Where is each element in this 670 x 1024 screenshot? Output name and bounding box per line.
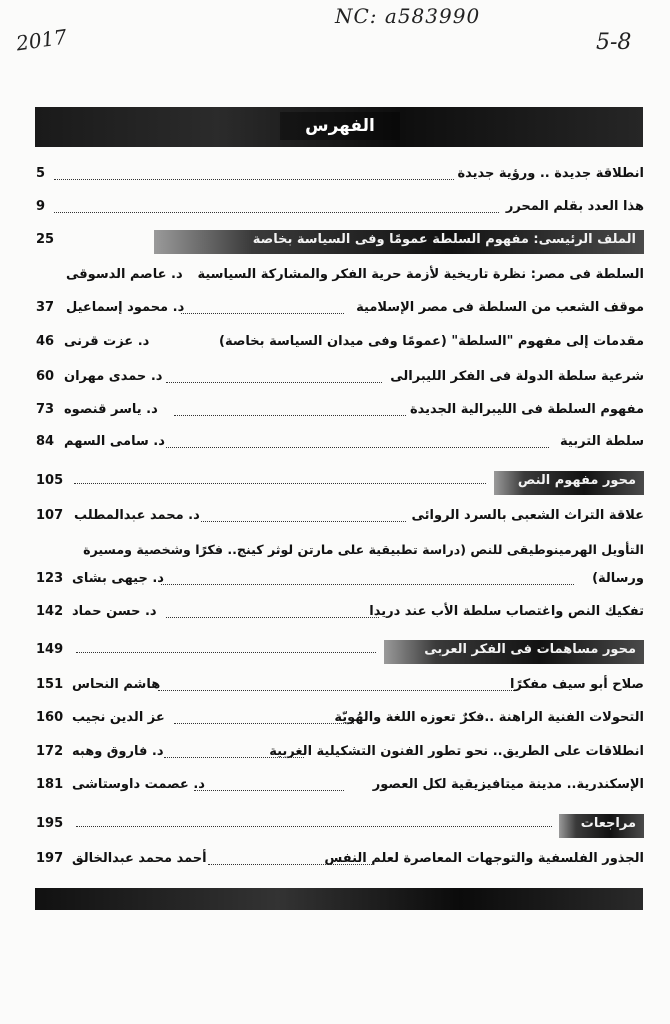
entry-author: د. محمد عبدالمطلب xyxy=(74,508,200,523)
toc-entry xyxy=(36,505,644,529)
entry-title: موقف الشعب من السلطة فى مصر الإسلامية xyxy=(356,300,644,315)
section-page: 105 xyxy=(36,473,64,488)
entry-author: د. فاروق وهبه xyxy=(72,744,164,759)
section-title: مراجعات xyxy=(580,816,636,831)
entry-page: 151 xyxy=(36,677,64,692)
entry-title: ورسالة) xyxy=(592,571,644,586)
section-header xyxy=(36,638,644,666)
entry-page: 9 xyxy=(36,199,46,214)
section-header xyxy=(36,812,644,840)
entry-title: علاقة التراث الشعبى بالسرد الروائى xyxy=(411,508,644,523)
toc-entry xyxy=(36,264,644,288)
toc-entry xyxy=(36,539,644,563)
section-title: محور مساهمات فى الفكر العربى xyxy=(424,642,636,657)
entry-page: 84 xyxy=(36,434,55,449)
entry-author: د. سامى السهم xyxy=(64,434,165,449)
toc-entry xyxy=(36,163,644,187)
section-header xyxy=(36,469,644,497)
section-header xyxy=(36,228,644,256)
entry-author: د. جيهى بشاى xyxy=(72,571,164,586)
footer-bar xyxy=(35,888,643,910)
entry-title: سلطة التربية xyxy=(560,434,644,449)
entry-page: 73 xyxy=(36,402,55,417)
entry-author: هاشم النحاس xyxy=(72,677,161,692)
toc-entry xyxy=(36,399,644,423)
entry-page: 60 xyxy=(36,369,55,384)
entry-title: الجذور الفلسفية والتوجهات المعاصرة لعلم النفس xyxy=(324,851,644,866)
entry-page: 46 xyxy=(36,334,55,349)
toc-entry xyxy=(36,366,644,390)
entry-author: د. حمدى مهران xyxy=(64,369,163,384)
entry-title: تفكيك النص واغتصاب سلطة الأب عند دريدا xyxy=(369,604,644,619)
entry-page: 107 xyxy=(36,508,64,523)
entry-page: 123 xyxy=(36,571,64,586)
entry-title: مفهوم السلطة فى الليبرالية الجديدة xyxy=(409,402,644,417)
entry-title: التأويل الهرمينوطيقى للنص (دراسة تطبيقية على مارتن لوثر كينج.. فكرًا وشخصية ومسيرة xyxy=(83,542,644,557)
entry-author: أحمد محمد عبدالخالق xyxy=(72,851,207,866)
toc-entry xyxy=(36,331,644,355)
toc-entry xyxy=(36,674,644,698)
toc-entry xyxy=(36,774,644,798)
section-title: الملف الرئيسى: مفهوم السلطة عمومًا وفى السياسة بخاصة xyxy=(252,232,636,247)
entry-title: مقدمات إلى مفهوم "السلطة" (عمومًا وفى ميدان السياسة بخاصة) xyxy=(219,334,644,349)
section-title: محور مفهوم النص xyxy=(517,473,636,488)
section-page: 25 xyxy=(36,232,55,247)
entry-page: 172 xyxy=(36,744,64,759)
entry-page: 37 xyxy=(36,300,55,315)
entry-title: صلاح أبو سيف مفكرًا xyxy=(510,677,644,692)
entry-title: السلطة فى مصر: نظرة تاريخية لأزمة حرية الفكر والمشاركة السياسية xyxy=(197,267,644,282)
toc-entry xyxy=(36,196,644,220)
page-range-annotation: 5-8 xyxy=(596,30,632,55)
entry-title: انطلاقات على الطريق.. نحو تطور الفنون التشكيلية الغربية xyxy=(269,744,644,759)
toc-entry xyxy=(36,431,644,455)
entry-title: التحولات الفنية الراهنة ..فكرٌ تعوزه اللغة والهُويّة xyxy=(334,710,644,725)
entry-author: عز الدين نجيب xyxy=(72,710,165,725)
entry-author: د. عصمت داوستاشى xyxy=(72,777,205,792)
toc-entry xyxy=(36,707,644,731)
toc-entry xyxy=(36,601,644,625)
entry-author: د. حسن حماد xyxy=(72,604,157,619)
entry-author: د. عاصم الدسوقى xyxy=(66,267,183,282)
toc-entry xyxy=(36,741,644,765)
call-number-annotation: NC: a583990 xyxy=(335,4,481,28)
entry-title: شرعية سلطة الدولة فى الفكر الليبرالى xyxy=(390,369,644,384)
entry-author: د. محمود إسماعيل xyxy=(66,300,185,315)
section-page: 149 xyxy=(36,642,64,657)
entry-author: د. ياسر قنصوه xyxy=(64,402,158,417)
year-annotation: 2017 xyxy=(14,24,69,56)
section-page: 195 xyxy=(36,816,64,831)
toc-entry xyxy=(36,848,644,872)
toc-entry xyxy=(36,297,644,321)
entry-page: 142 xyxy=(36,604,64,619)
entry-page: 5 xyxy=(36,166,46,181)
entry-page: 197 xyxy=(36,851,64,866)
entry-title: انطلاقة جديدة .. ورؤية جديدة xyxy=(457,166,644,181)
entry-title: الإسكندرية.. مدينة ميتافيزيقية لكل العصور xyxy=(372,777,644,792)
page-title: الفهرس xyxy=(280,112,400,140)
entry-page: 181 xyxy=(36,777,64,792)
entry-author: د. عزت قرنى xyxy=(64,334,150,349)
toc-entry xyxy=(36,568,644,592)
entry-page: 160 xyxy=(36,710,64,725)
entry-title: هذا العدد بقلم المحرر xyxy=(505,199,644,214)
